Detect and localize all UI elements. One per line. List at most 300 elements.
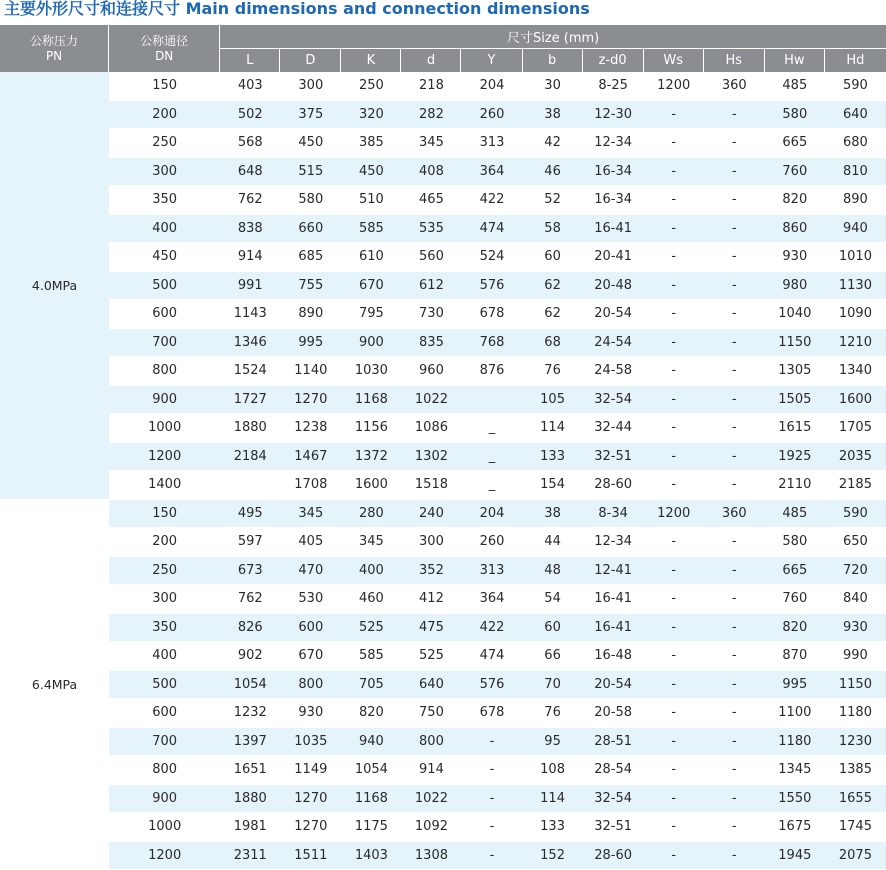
table-row xyxy=(0,186,886,215)
value-cell: 760 xyxy=(765,158,825,187)
value-cell: 20-58 xyxy=(583,699,644,728)
dn-cell: 200 xyxy=(109,528,220,557)
dn-cell: 900 xyxy=(109,785,220,814)
value-cell: 345 xyxy=(341,528,401,557)
value-cell: 240 xyxy=(401,500,461,529)
value-cell: 1010 xyxy=(825,243,886,272)
value-cell: - xyxy=(704,215,765,244)
column-header: K xyxy=(341,49,401,72)
value-cell: 1403 xyxy=(341,842,401,870)
value-cell: 590 xyxy=(825,72,886,101)
value-cell: 60 xyxy=(523,614,583,643)
value-cell: 1372 xyxy=(341,443,401,472)
value-cell: 914 xyxy=(401,756,461,785)
dn-cell: 1400 xyxy=(109,471,220,500)
value-cell: - xyxy=(644,756,704,785)
value-cell: 600 xyxy=(280,614,341,643)
dn-cell: 450 xyxy=(109,243,220,272)
value-cell: 1651 xyxy=(220,756,280,785)
value-cell: 1090 xyxy=(825,300,886,329)
value-cell: 1305 xyxy=(765,357,825,386)
value-cell: _ xyxy=(461,443,522,472)
value-cell: - xyxy=(704,671,765,700)
value-cell: 1210 xyxy=(825,329,886,358)
value-cell: - xyxy=(644,671,704,700)
value-cell: 980 xyxy=(765,272,825,301)
value-cell: 114 xyxy=(523,414,583,443)
dn-cell: 1000 xyxy=(109,414,220,443)
value-cell: 1270 xyxy=(280,386,341,415)
value-cell: 44 xyxy=(523,528,583,557)
value-cell: 1200 xyxy=(644,72,704,101)
value-cell: 515 xyxy=(280,158,341,187)
value-cell: 1511 xyxy=(280,842,341,870)
value-cell: - xyxy=(704,471,765,500)
dn-cell: 150 xyxy=(109,72,220,101)
table-row xyxy=(0,785,886,814)
value-cell: 705 xyxy=(341,671,401,700)
value-cell: 16-34 xyxy=(583,186,644,215)
value-cell: 1745 xyxy=(825,813,886,842)
value-cell: 502 xyxy=(220,101,280,130)
table-row xyxy=(0,386,886,415)
value-cell: 16-41 xyxy=(583,215,644,244)
value-cell: 1397 xyxy=(220,728,280,757)
value-cell: 1945 xyxy=(765,842,825,870)
value-cell: 1880 xyxy=(220,414,280,443)
value-cell: 1880 xyxy=(220,785,280,814)
value-cell: 1925 xyxy=(765,443,825,472)
value-cell: - xyxy=(644,186,704,215)
value-cell: 720 xyxy=(825,557,886,586)
value-cell: 24-58 xyxy=(583,357,644,386)
column-header: Y xyxy=(461,49,522,72)
value-cell: 32-51 xyxy=(583,813,644,842)
value-cell: 12-30 xyxy=(583,101,644,130)
table-row xyxy=(0,101,886,130)
value-cell: 32-54 xyxy=(583,785,644,814)
value-cell: 580 xyxy=(765,528,825,557)
value-cell: 660 xyxy=(280,215,341,244)
value-cell: 485 xyxy=(765,72,825,101)
table-row xyxy=(0,728,886,757)
value-cell: 408 xyxy=(401,158,461,187)
value-cell: 525 xyxy=(341,614,401,643)
table-row xyxy=(0,614,886,643)
value-cell: 1705 xyxy=(825,414,886,443)
value-cell: 640 xyxy=(825,101,886,130)
value-cell: 360 xyxy=(704,500,765,529)
value-cell: 1346 xyxy=(220,329,280,358)
value-cell: 1467 xyxy=(280,443,341,472)
table-row xyxy=(0,329,886,358)
value-cell: 16-41 xyxy=(583,614,644,643)
value-cell: 16-34 xyxy=(583,158,644,187)
value-cell: 58 xyxy=(523,215,583,244)
value-cell: - xyxy=(461,842,522,870)
value-cell: 2185 xyxy=(825,471,886,500)
value-cell: 648 xyxy=(220,158,280,187)
dn-cell: 250 xyxy=(109,129,220,158)
value-cell: - xyxy=(644,272,704,301)
value-cell: 250 xyxy=(341,72,401,101)
value-cell: 403 xyxy=(220,72,280,101)
value-cell: 1232 xyxy=(220,699,280,728)
value-cell: - xyxy=(704,557,765,586)
value-cell: 890 xyxy=(825,186,886,215)
value-cell: 1340 xyxy=(825,357,886,386)
value-cell: 1180 xyxy=(765,728,825,757)
pn-header-en: PN xyxy=(46,49,62,63)
value-cell: 524 xyxy=(461,243,522,272)
value-cell: 364 xyxy=(461,158,522,187)
table-row xyxy=(0,158,886,187)
table-row xyxy=(0,557,886,586)
value-cell: - xyxy=(704,699,765,728)
value-cell: - xyxy=(704,329,765,358)
dn-cell: 1000 xyxy=(109,813,220,842)
value-cell: 282 xyxy=(401,101,461,130)
value-cell: 1150 xyxy=(825,671,886,700)
value-cell: 352 xyxy=(401,557,461,586)
value-cell: 52 xyxy=(523,186,583,215)
table-row xyxy=(0,272,886,301)
value-cell: 1150 xyxy=(765,329,825,358)
value-cell: 300 xyxy=(401,528,461,557)
table-row xyxy=(0,500,886,529)
dn-cell: 500 xyxy=(109,671,220,700)
value-cell: 68 xyxy=(523,329,583,358)
value-cell: 1270 xyxy=(280,813,341,842)
value-cell: 800 xyxy=(280,671,341,700)
value-cell: 400 xyxy=(341,557,401,586)
value-cell: 650 xyxy=(825,528,886,557)
value-cell: 38 xyxy=(523,101,583,130)
value-cell: 576 xyxy=(461,671,522,700)
dn-cell: 600 xyxy=(109,699,220,728)
column-header: Hd xyxy=(825,49,886,72)
value-cell: 1615 xyxy=(765,414,825,443)
value-cell: 1086 xyxy=(401,414,461,443)
value-cell: 1308 xyxy=(401,842,461,870)
value-cell: 730 xyxy=(401,300,461,329)
value-cell: 114 xyxy=(523,785,583,814)
value-cell: 755 xyxy=(280,272,341,301)
table-row xyxy=(0,443,886,472)
value-cell: 152 xyxy=(523,842,583,870)
value-cell: 313 xyxy=(461,557,522,586)
value-cell: 1022 xyxy=(401,386,461,415)
value-cell xyxy=(220,471,280,500)
value-cell: - xyxy=(461,785,522,814)
value-cell: 460 xyxy=(341,585,401,614)
value-cell: 1518 xyxy=(401,471,461,500)
value-cell: 685 xyxy=(280,243,341,272)
pn-header-cn: 公称压力 xyxy=(30,34,78,48)
value-cell: 580 xyxy=(280,186,341,215)
value-cell: 760 xyxy=(765,585,825,614)
value-cell: 525 xyxy=(401,642,461,671)
value-cell: 20-54 xyxy=(583,671,644,700)
value-cell: 62 xyxy=(523,300,583,329)
dn-cell: 700 xyxy=(109,728,220,757)
value-cell: 405 xyxy=(280,528,341,557)
value-cell: - xyxy=(644,215,704,244)
value-cell: 48 xyxy=(523,557,583,586)
value-cell: 610 xyxy=(341,243,401,272)
value-cell: 450 xyxy=(341,158,401,187)
dn-cell: 300 xyxy=(109,158,220,187)
value-cell: 8-34 xyxy=(583,500,644,529)
dn-cell: 300 xyxy=(109,585,220,614)
value-cell: - xyxy=(704,186,765,215)
dn-cell: 400 xyxy=(109,642,220,671)
table-row xyxy=(0,699,886,728)
value-cell: _ xyxy=(461,414,522,443)
value-cell: - xyxy=(644,528,704,557)
value-cell: 16-48 xyxy=(583,642,644,671)
value-cell: 560 xyxy=(401,243,461,272)
value-cell: - xyxy=(704,300,765,329)
dn-cell: 600 xyxy=(109,300,220,329)
value-cell: 590 xyxy=(825,500,886,529)
value-cell: - xyxy=(704,443,765,472)
value-cell: - xyxy=(704,756,765,785)
value-cell: 28-60 xyxy=(583,842,644,870)
value-cell: 32-51 xyxy=(583,443,644,472)
value-cell: 768 xyxy=(461,329,522,358)
value-cell: 670 xyxy=(280,642,341,671)
value-cell: 42 xyxy=(523,129,583,158)
value-cell: 2075 xyxy=(825,842,886,870)
value-cell: - xyxy=(644,386,704,415)
value-cell: 24-54 xyxy=(583,329,644,358)
value-cell: 470 xyxy=(280,557,341,586)
value-cell: 930 xyxy=(765,243,825,272)
value-cell: 990 xyxy=(825,642,886,671)
value-cell: - xyxy=(644,728,704,757)
value-cell: 665 xyxy=(765,557,825,586)
table-row xyxy=(0,129,886,158)
value-cell: - xyxy=(461,756,522,785)
value-cell: 108 xyxy=(523,756,583,785)
value-cell: - xyxy=(644,158,704,187)
dn-cell: 700 xyxy=(109,329,220,358)
value-cell: - xyxy=(644,842,704,870)
pn-header xyxy=(0,25,109,72)
page-title: 主要外形尺寸和连接尺寸 Main dimensions and connection dimensions xyxy=(4,0,590,22)
value-cell: - xyxy=(644,329,704,358)
table-row xyxy=(0,642,886,671)
value-cell: 902 xyxy=(220,642,280,671)
value-cell: 28-54 xyxy=(583,756,644,785)
table-row xyxy=(0,842,886,870)
value-cell: 95 xyxy=(523,728,583,757)
value-cell: 665 xyxy=(765,129,825,158)
value-cell: - xyxy=(704,414,765,443)
value-cell: 76 xyxy=(523,357,583,386)
value-cell: 1385 xyxy=(825,756,886,785)
value-cell: 890 xyxy=(280,300,341,329)
value-cell: - xyxy=(644,101,704,130)
column-header: z-d0 xyxy=(583,49,644,72)
table-row xyxy=(0,72,886,101)
value-cell: 1040 xyxy=(765,300,825,329)
value-cell: 835 xyxy=(401,329,461,358)
column-header: Hw xyxy=(765,49,825,72)
value-cell: 1270 xyxy=(280,785,341,814)
dn-cell: 350 xyxy=(109,186,220,215)
value-cell: - xyxy=(704,728,765,757)
value-cell: 1345 xyxy=(765,756,825,785)
value-cell: 840 xyxy=(825,585,886,614)
value-cell: 1727 xyxy=(220,386,280,415)
value-cell: 940 xyxy=(341,728,401,757)
dn-cell: 350 xyxy=(109,614,220,643)
table-row xyxy=(0,585,886,614)
value-cell: 2035 xyxy=(825,443,886,472)
dn-cell: 150 xyxy=(109,500,220,529)
value-cell: 568 xyxy=(220,129,280,158)
value-cell: - xyxy=(704,614,765,643)
value-cell: 8-25 xyxy=(583,72,644,101)
value-cell: 450 xyxy=(280,129,341,158)
value-cell: - xyxy=(704,386,765,415)
dn-cell: 400 xyxy=(109,215,220,244)
value-cell: 32-44 xyxy=(583,414,644,443)
value-cell: 1600 xyxy=(341,471,401,500)
value-cell: 20-48 xyxy=(583,272,644,301)
table-row xyxy=(0,756,886,785)
value-cell: - xyxy=(644,443,704,472)
table-row xyxy=(0,215,886,244)
value-cell: - xyxy=(644,785,704,814)
value-cell: 280 xyxy=(341,500,401,529)
value-cell: 495 xyxy=(220,500,280,529)
value-cell: 345 xyxy=(401,129,461,158)
value-cell: 640 xyxy=(401,671,461,700)
value-cell: 412 xyxy=(401,585,461,614)
value-cell: 62 xyxy=(523,272,583,301)
value-cell: 1655 xyxy=(825,785,886,814)
value-cell: 762 xyxy=(220,186,280,215)
value-cell: 1130 xyxy=(825,272,886,301)
value-cell: 1675 xyxy=(765,813,825,842)
value-cell: 914 xyxy=(220,243,280,272)
value-cell: 1149 xyxy=(280,756,341,785)
value-cell: 20-41 xyxy=(583,243,644,272)
table-row xyxy=(0,471,886,500)
value-cell: - xyxy=(704,642,765,671)
value-cell: 260 xyxy=(461,528,522,557)
value-cell: - xyxy=(704,813,765,842)
value-cell: 154 xyxy=(523,471,583,500)
value-cell: 900 xyxy=(341,329,401,358)
value-cell: 995 xyxy=(765,671,825,700)
value-cell: 60 xyxy=(523,243,583,272)
dn-cell: 250 xyxy=(109,557,220,586)
value-cell: 680 xyxy=(825,129,886,158)
value-cell: 32-54 xyxy=(583,386,644,415)
value-cell: - xyxy=(644,414,704,443)
value-cell: 762 xyxy=(220,585,280,614)
value-cell: 612 xyxy=(401,272,461,301)
value-cell: 750 xyxy=(401,699,461,728)
value-cell: 1238 xyxy=(280,414,341,443)
value-cell xyxy=(461,386,522,415)
value-cell: 422 xyxy=(461,186,522,215)
value-cell: 991 xyxy=(220,272,280,301)
value-cell: 1981 xyxy=(220,813,280,842)
column-header: L xyxy=(220,49,280,72)
value-cell: 1175 xyxy=(341,813,401,842)
value-cell: - xyxy=(644,357,704,386)
table-row xyxy=(0,357,886,386)
value-cell: 1092 xyxy=(401,813,461,842)
value-cell: 20-54 xyxy=(583,300,644,329)
value-cell: - xyxy=(644,614,704,643)
value-cell: - xyxy=(644,585,704,614)
value-cell: 385 xyxy=(341,129,401,158)
value-cell: 70 xyxy=(523,671,583,700)
value-cell: 465 xyxy=(401,186,461,215)
value-cell: - xyxy=(461,728,522,757)
value-cell: 673 xyxy=(220,557,280,586)
value-cell: 1140 xyxy=(280,357,341,386)
value-cell: - xyxy=(704,243,765,272)
table-row xyxy=(0,528,886,557)
value-cell: 300 xyxy=(280,72,341,101)
dn-header-cn: 公称通径 xyxy=(140,34,188,48)
table-row xyxy=(0,671,886,700)
value-cell: 838 xyxy=(220,215,280,244)
value-cell: 218 xyxy=(401,72,461,101)
value-cell: 76 xyxy=(523,699,583,728)
value-cell: - xyxy=(644,243,704,272)
value-cell: - xyxy=(704,528,765,557)
value-cell: 870 xyxy=(765,642,825,671)
column-header: Hs xyxy=(704,49,765,72)
value-cell: 1030 xyxy=(341,357,401,386)
value-cell: - xyxy=(704,357,765,386)
value-cell: 510 xyxy=(341,186,401,215)
pn-cell: 4.0MPa xyxy=(0,72,109,500)
dn-cell: 900 xyxy=(109,386,220,415)
value-cell: 1100 xyxy=(765,699,825,728)
value-cell: 585 xyxy=(341,642,401,671)
size-header: 尺寸Size (mm) xyxy=(220,25,886,49)
table-row xyxy=(0,300,886,329)
value-cell: 1230 xyxy=(825,728,886,757)
value-cell: 930 xyxy=(825,614,886,643)
value-cell: 422 xyxy=(461,614,522,643)
value-cell: - xyxy=(704,272,765,301)
value-cell: 820 xyxy=(765,614,825,643)
dimensions-table xyxy=(0,25,886,870)
value-cell: 940 xyxy=(825,215,886,244)
value-cell: - xyxy=(644,471,704,500)
value-cell: 1200 xyxy=(644,500,704,529)
value-cell: 2110 xyxy=(765,471,825,500)
value-cell: - xyxy=(704,842,765,870)
value-cell: 810 xyxy=(825,158,886,187)
value-cell: 30 xyxy=(523,72,583,101)
table-row xyxy=(0,414,886,443)
dn-cell: 1200 xyxy=(109,443,220,472)
value-cell: - xyxy=(644,642,704,671)
column-header: Ws xyxy=(644,49,704,72)
value-cell: 16-41 xyxy=(583,585,644,614)
